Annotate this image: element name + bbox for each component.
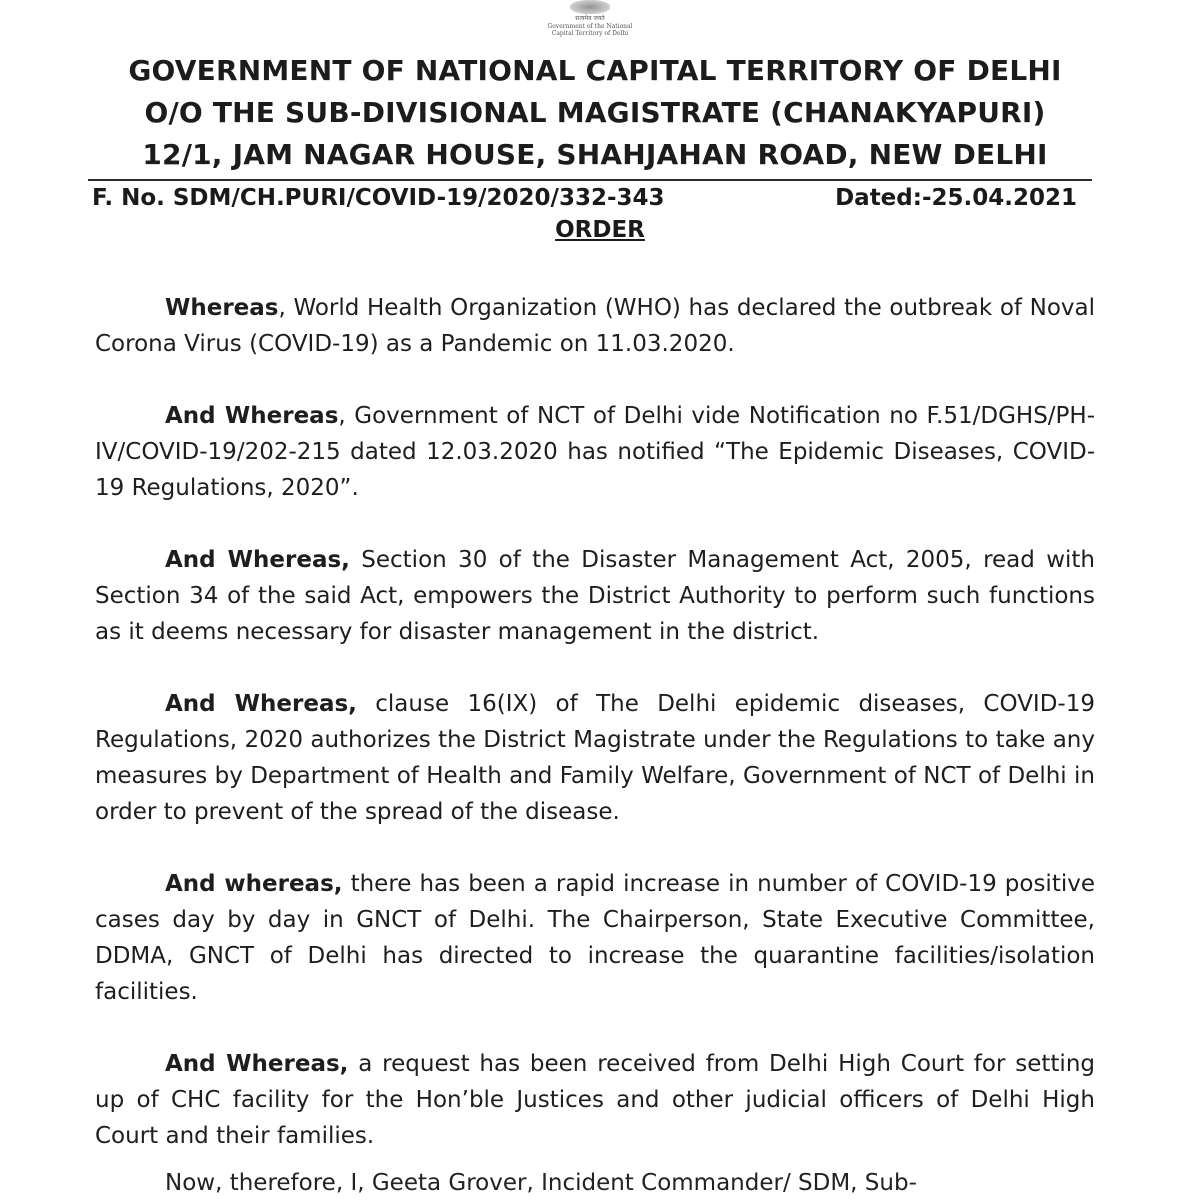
truncated-paragraph bbox=[95, 1170, 1095, 1200]
letterhead bbox=[90, 50, 1100, 176]
paragraph-lead: And Whereas, bbox=[165, 691, 357, 717]
paragraph-lead: And Whereas, bbox=[165, 547, 350, 573]
emblem-icon bbox=[570, 0, 610, 14]
paragraph-lead: And Whereas, bbox=[165, 1051, 349, 1077]
paragraph-2 bbox=[95, 398, 1095, 506]
paragraph-lead: Whereas bbox=[165, 295, 279, 321]
paragraph-text: there has been a rapid increase in number of COVID-19 positive cases day by day in GNCT of Delhi. The Chairperson, State Executive Committee, DDMA, GNCT of Delhi has directed to increase the quarantine facilities/isolation facilities. bbox=[95, 871, 1095, 1005]
emblem-motto: सत्यमेव जयते bbox=[575, 15, 605, 22]
paragraph-lead: And whereas, bbox=[165, 871, 343, 897]
paragraph-6 bbox=[95, 1046, 1095, 1154]
letterhead-line-1: GOVERNMENT OF NATIONAL CAPITAL TERRITORY OF DELHI bbox=[128, 54, 1062, 87]
reference-row bbox=[92, 183, 1077, 213]
paragraph-4 bbox=[95, 686, 1095, 830]
letterhead-line-3: 12/1, JAM NAGAR HOUSE, SHAHJAHAN ROAD, NEW DELHI bbox=[142, 138, 1048, 171]
emblem-caption-2: Capital Territory of Delhi bbox=[551, 30, 629, 37]
file-number: F. No. SDM/CH.PURI/COVID-19/2020/332-343 bbox=[92, 185, 665, 211]
paragraph-1 bbox=[95, 290, 1095, 362]
truncated-paragraph-text: Now, therefore, I, Geeta Grover, Incident Commander/ SDM, Sub- bbox=[165, 1170, 917, 1196]
paragraph-text: Section 30 of the Disaster Management Act, 2005, read with Section 34 of the said Act, empowers the District Authority to perform such functions as it deems necessary for disaster management in the district. bbox=[95, 547, 1095, 645]
header-divider bbox=[88, 179, 1092, 181]
paragraph-5 bbox=[95, 866, 1095, 1010]
paragraph-3 bbox=[95, 542, 1095, 650]
state-emblem bbox=[540, 0, 640, 44]
paragraph-text: clause 16(IX) of The Delhi epidemic diseases, COVID-19 Regulations, 2020 authorizes the District Magistrate under the Regulations to take any measures by Department of Health and Family Welfare, Government of NCT of Delhi in order to prevent of the spread of the disease. bbox=[95, 691, 1095, 825]
paragraph-text: , Government of NCT of Delhi vide Notification no F.51/DGHS/PH-IV/COVID-19/202-215 dated 12.03.2020 has notified “The Epidemic Diseases, COVID-19 Regulations, 2020”. bbox=[95, 403, 1096, 501]
paragraph-text: , World Health Organization (WHO) has declared the outbreak of Noval Corona Virus (COVID-19) as a Pandemic on 11.03.2020. bbox=[95, 295, 1095, 357]
paragraph-text: a request has been received from Delhi High Court for setting up of CHC facility for the Hon’ble Justices and other judicial officers of Delhi High Court and their families. bbox=[95, 1051, 1095, 1149]
order-date: Dated:-25.04.2021 bbox=[835, 185, 1077, 211]
letterhead-line-2: O/O THE SUB-DIVISIONAL MAGISTRATE (CHANAKYAPURI) bbox=[144, 96, 1046, 129]
emblem-caption-1: Government of the National bbox=[547, 23, 633, 30]
document-title: ORDER bbox=[555, 217, 645, 243]
paragraph-lead: And Whereas bbox=[165, 403, 339, 429]
